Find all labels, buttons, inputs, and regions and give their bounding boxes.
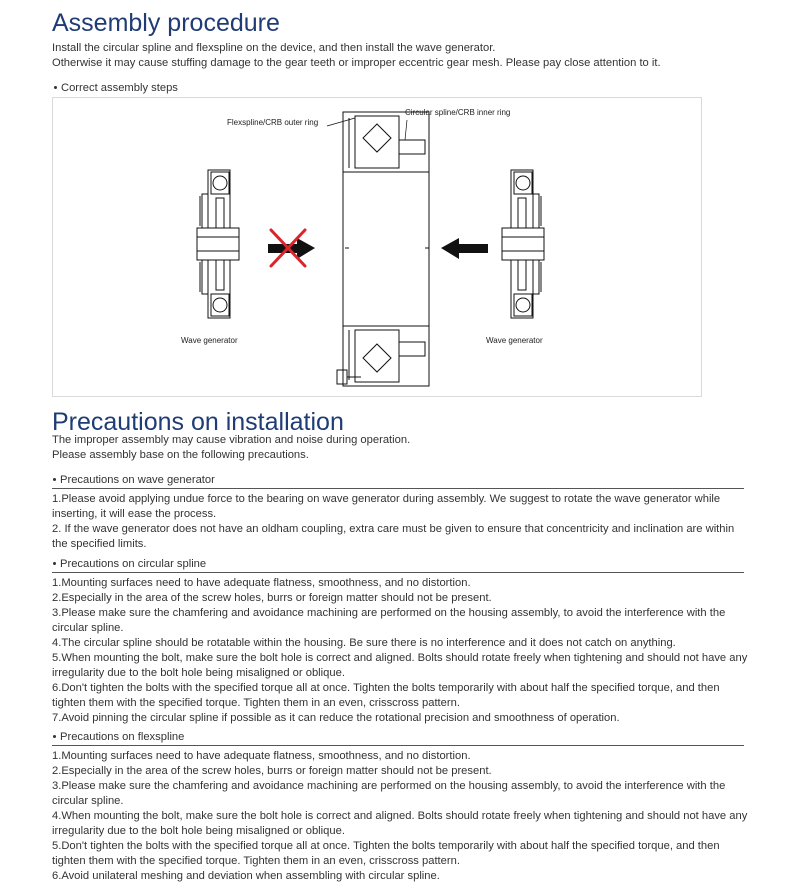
bullet-icon <box>53 562 56 565</box>
list-item: 2.Especially in the area of the screw holes, burrs or foreign matter should not be present. <box>52 592 492 604</box>
section-heading-text: Precautions on flexspline <box>60 731 185 743</box>
precautions-intro-line-2: Please assembly base on the following precautions. <box>52 449 309 461</box>
list-item: 4.The circular spline should be rotatable within the housing. Be sure there is no interference and it does not catch on anything. <box>52 637 676 649</box>
list-item: 7.Avoid pinning the circular spline if possible as it can reduce the rotational precision and smoothness of operation. <box>52 712 620 724</box>
label-wave-generator-left: Wave generator <box>181 336 238 345</box>
steps-heading-text: Correct assembly steps <box>61 82 178 94</box>
list-item: 5.When mounting the bolt, make sure the bolt hole is correct and aligned. Bolts should rotate freely when tightening and should not have any irregularity due to the bolt hole being misaligned or oblique. <box>52 652 748 679</box>
section-flexspline-heading <box>52 730 744 746</box>
list-item: 3.Please make sure the chamfering and avoidance machining are performed on the housing assembly, to avoid the interference with the circular spline. <box>52 780 726 807</box>
assembly-intro-line-2: Otherwise it may cause stuffing damage to the gear teeth or improper eccentric gear mesh. Please pay close attention to it. <box>52 57 661 69</box>
list-item: 3.Please make sure the chamfering and avoidance machining are performed on the housing assembly, to avoid the interference with the circular spline. <box>52 607 726 634</box>
list-item: 4.When mounting the bolt, make sure the bolt hole is correct and aligned. Bolts should rotate freely when tightening and should not have any irregularity due to the bolt hole being misaligned or oblique. <box>52 810 748 837</box>
list-item: 1.Mounting surfaces need to have adequate flatness, smoothness, and no distortion. <box>52 577 471 589</box>
section-wave-generator-heading <box>52 473 744 489</box>
section-heading-text: Precautions on circular spline <box>60 558 207 570</box>
bullet-icon <box>54 86 57 89</box>
list-item: 5.Don't tighten the bolts with the specified torque all at once. Tighten the bolts temporarily with about half the specified torque, and then tighten them with the specified torque. Tighten them in an even, crisscross pattern. <box>52 840 720 867</box>
list-item: 2. If the wave generator does not have an oldham coupling, extra care must be given to ensure that concentricity and inclination are within the specified limits. <box>52 523 735 550</box>
list-item: 6.Don't tighten the bolts with the specified torque all at once. Tighten the bolts temporarily with about half the specified torque, and then tighten them with the specified torque. Tighten them in an even, crisscross pattern. <box>52 682 720 709</box>
arrow-left-icon <box>441 238 488 259</box>
wave-generator-right <box>502 170 544 318</box>
list-item: 2.Especially in the area of the screw holes, burrs or foreign matter should not be present. <box>52 765 492 777</box>
label-flexspline: Flexspline/CRB outer ring <box>227 118 319 127</box>
bullet-icon <box>53 735 56 738</box>
precautions-title: Precautions on installation <box>52 408 344 436</box>
label-circular-spline: Circular spline/CRB inner ring <box>405 108 511 117</box>
steps-heading <box>52 81 178 96</box>
list-item: 1.Please avoid applying undue force to the bearing on wave generator during assembly. We suggest to rotate the wave generator while inserting, it will ease the process. <box>52 493 721 520</box>
assembly-title: Assembly procedure <box>52 9 280 37</box>
assembly-drawing <box>53 98 703 398</box>
assembly-intro-line-1: Install the circular spline and flexspline on the device, and then install the wave generator. <box>52 42 496 54</box>
precautions-intro-line-1: The improper assembly may cause vibration and noise during operation. <box>52 434 411 446</box>
list-item: 1.Mounting surfaces need to have adequate flatness, smoothness, and no distortion. <box>52 750 471 762</box>
wave-generator-left <box>197 170 239 318</box>
section-heading-text: Precautions on wave generator <box>60 474 215 486</box>
assembly-diagram <box>52 97 702 397</box>
arrow-right-icon <box>268 238 315 259</box>
label-wave-generator-right: Wave generator <box>486 336 543 345</box>
bullet-icon <box>53 478 56 481</box>
section-circular-spline-heading <box>52 557 744 573</box>
list-item: 6.Avoid unilateral meshing and deviation when assembling with circular spline. <box>52 870 440 882</box>
center-assembly <box>337 112 429 386</box>
